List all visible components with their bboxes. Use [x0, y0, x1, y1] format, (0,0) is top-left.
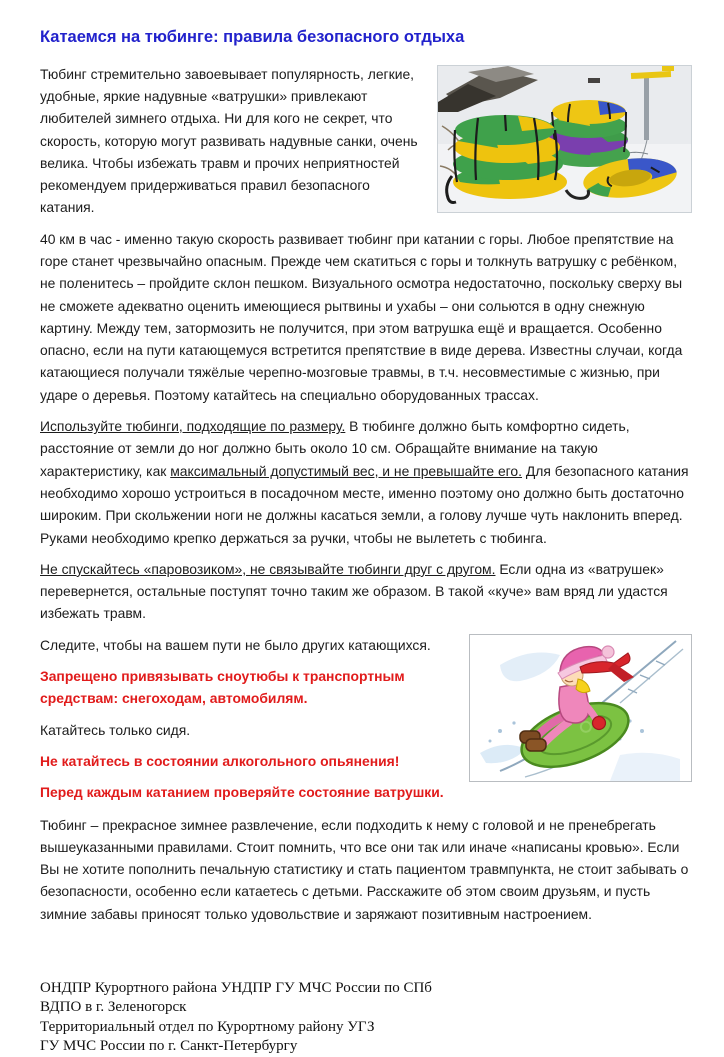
paragraph-check-tube: Перед каждым катанием проверяйте состояние ватрушки.: [40, 784, 444, 801]
tube-stack-back: [546, 100, 630, 167]
signature-line: ВДПО в г. Зеленогорск: [40, 999, 187, 1016]
tubes-photo-illustration: [438, 66, 691, 212]
paragraph-train: [40, 558, 692, 625]
underlined-rule-train: Не спускайтесь «паровозиком», не связывайте тюбинги друг с другом.: [40, 560, 496, 577]
signature-block: [40, 979, 692, 1057]
paragraph-sit-only: Катайтесь только сидя.: [40, 721, 191, 738]
tubes-photo: [437, 65, 692, 213]
train-text: Если одна из «ватрушек» перевернется, остальные поступят точно таким же образом. В такой «куче» вам вряд ли удастся избежать травм.: [40, 560, 668, 622]
paragraph-conclusion: Тюбинг – прекрасное зимнее развлечение, если подходить к нему с головой и не пренебрегать вышеуказанными правилами. Стоит помнить, что все они так или иначе «написаны кровью». Если Вы не хотите пополнить печальную статистику и стать пациентом травмпункта, не стоит забывать о безопасности, особенно если катаетесь с детьми. Расскажите об этом своим друзьям, и пусть зимние забавы приносят только удовольствие и заряжают позитивным настроением.: [40, 816, 689, 922]
signature-line: ОНДПР Курортного района УНДПР ГУ МЧС России по СПб: [40, 980, 432, 997]
signature-line: Территориальный отдел по Курортному району УГЗ: [40, 1018, 375, 1035]
paragraph-speed: 40 км в час - именно такую скорость развивает тюбинг при катании с горы. Любое препятствие на горе станет чрезвычайно опасным. Прежде чем скатиться с горы и толкнуть ватрушку с ребёнком, не поленитесь – пройдите склон пешком. Визуального осмотра недостаточно, поскольку сверху вы не сможете адекватно оценить имеющиеся рытвины и ухабы – они сольются в одну снежную картину. Между тем, затормозить не получится, при этом ватрушка ещё и вращается. Особенно опасно, если на пути катающемуся встретится препятствие в виде дерева. Известны случаи, когда катающиеся получали тяжёлые черепно-мозговые травмы, в т.ч. несовместимые с жизнью, при ударе о деревья. Поэтому катайтесь на специально оборудованных трассах.: [40, 230, 683, 403]
tube-stack-front: [447, 115, 567, 203]
size-text-2: Для безопасного катания необходимо хорошо устроиться в посадочном месте, именно поэтому оно должно быть достаточно широким. При скольжении ноги не должны касаться земли, а голову лучше чуть наклонить вперед. Руками необходимо крепко держаться за ручки, чтобы не вылететь с тюбинга.: [40, 462, 689, 546]
paragraph-size: [40, 415, 692, 549]
paragraph-no-towing: Запрещено привязывать сноутюбы к транспортным средствам: снегоходам, автомобилям.: [40, 668, 405, 707]
page-title: Катаемся на тюбинге: правила безопасного отдыха: [40, 28, 465, 46]
size-text-1: В тюбинге должно быть комфортно сидеть, расстояние от земли до ног должно быть около 10 см. Обращайте внимание на такую характеристику, как: [40, 418, 630, 479]
paragraph-watch: Следите, чтобы на вашем пути не было других катающихся.: [40, 636, 431, 653]
sledding-cartoon-illustration: [470, 635, 691, 781]
signature-line: ГУ МЧС России по г. Санкт-Петербургу: [40, 1038, 298, 1055]
underlined-rule-weight: максимальный допустимый вес, и не превышайте его.: [170, 462, 523, 479]
paragraph-intro: Тюбинг стремительно завоевывает популярность, легкие, удобные, яркие надувные «ватрушки» привлекают любителей зимнего отдыха. Ни для кого не секрет, что скорость, которую могут развивать надувные санки, очень велика. Чтобы избежать травм и прочих неприятностей рекомендуем придерживаться правил безопасного катания.: [40, 65, 418, 216]
paragraph-no-alcohol: Не катайтесь в состоянии алкогольного опьянения!: [40, 752, 400, 769]
sledding-cartoon: [469, 634, 692, 782]
underlined-rule-size: Используйте тюбинги, подходящие по размеру.: [40, 418, 346, 435]
